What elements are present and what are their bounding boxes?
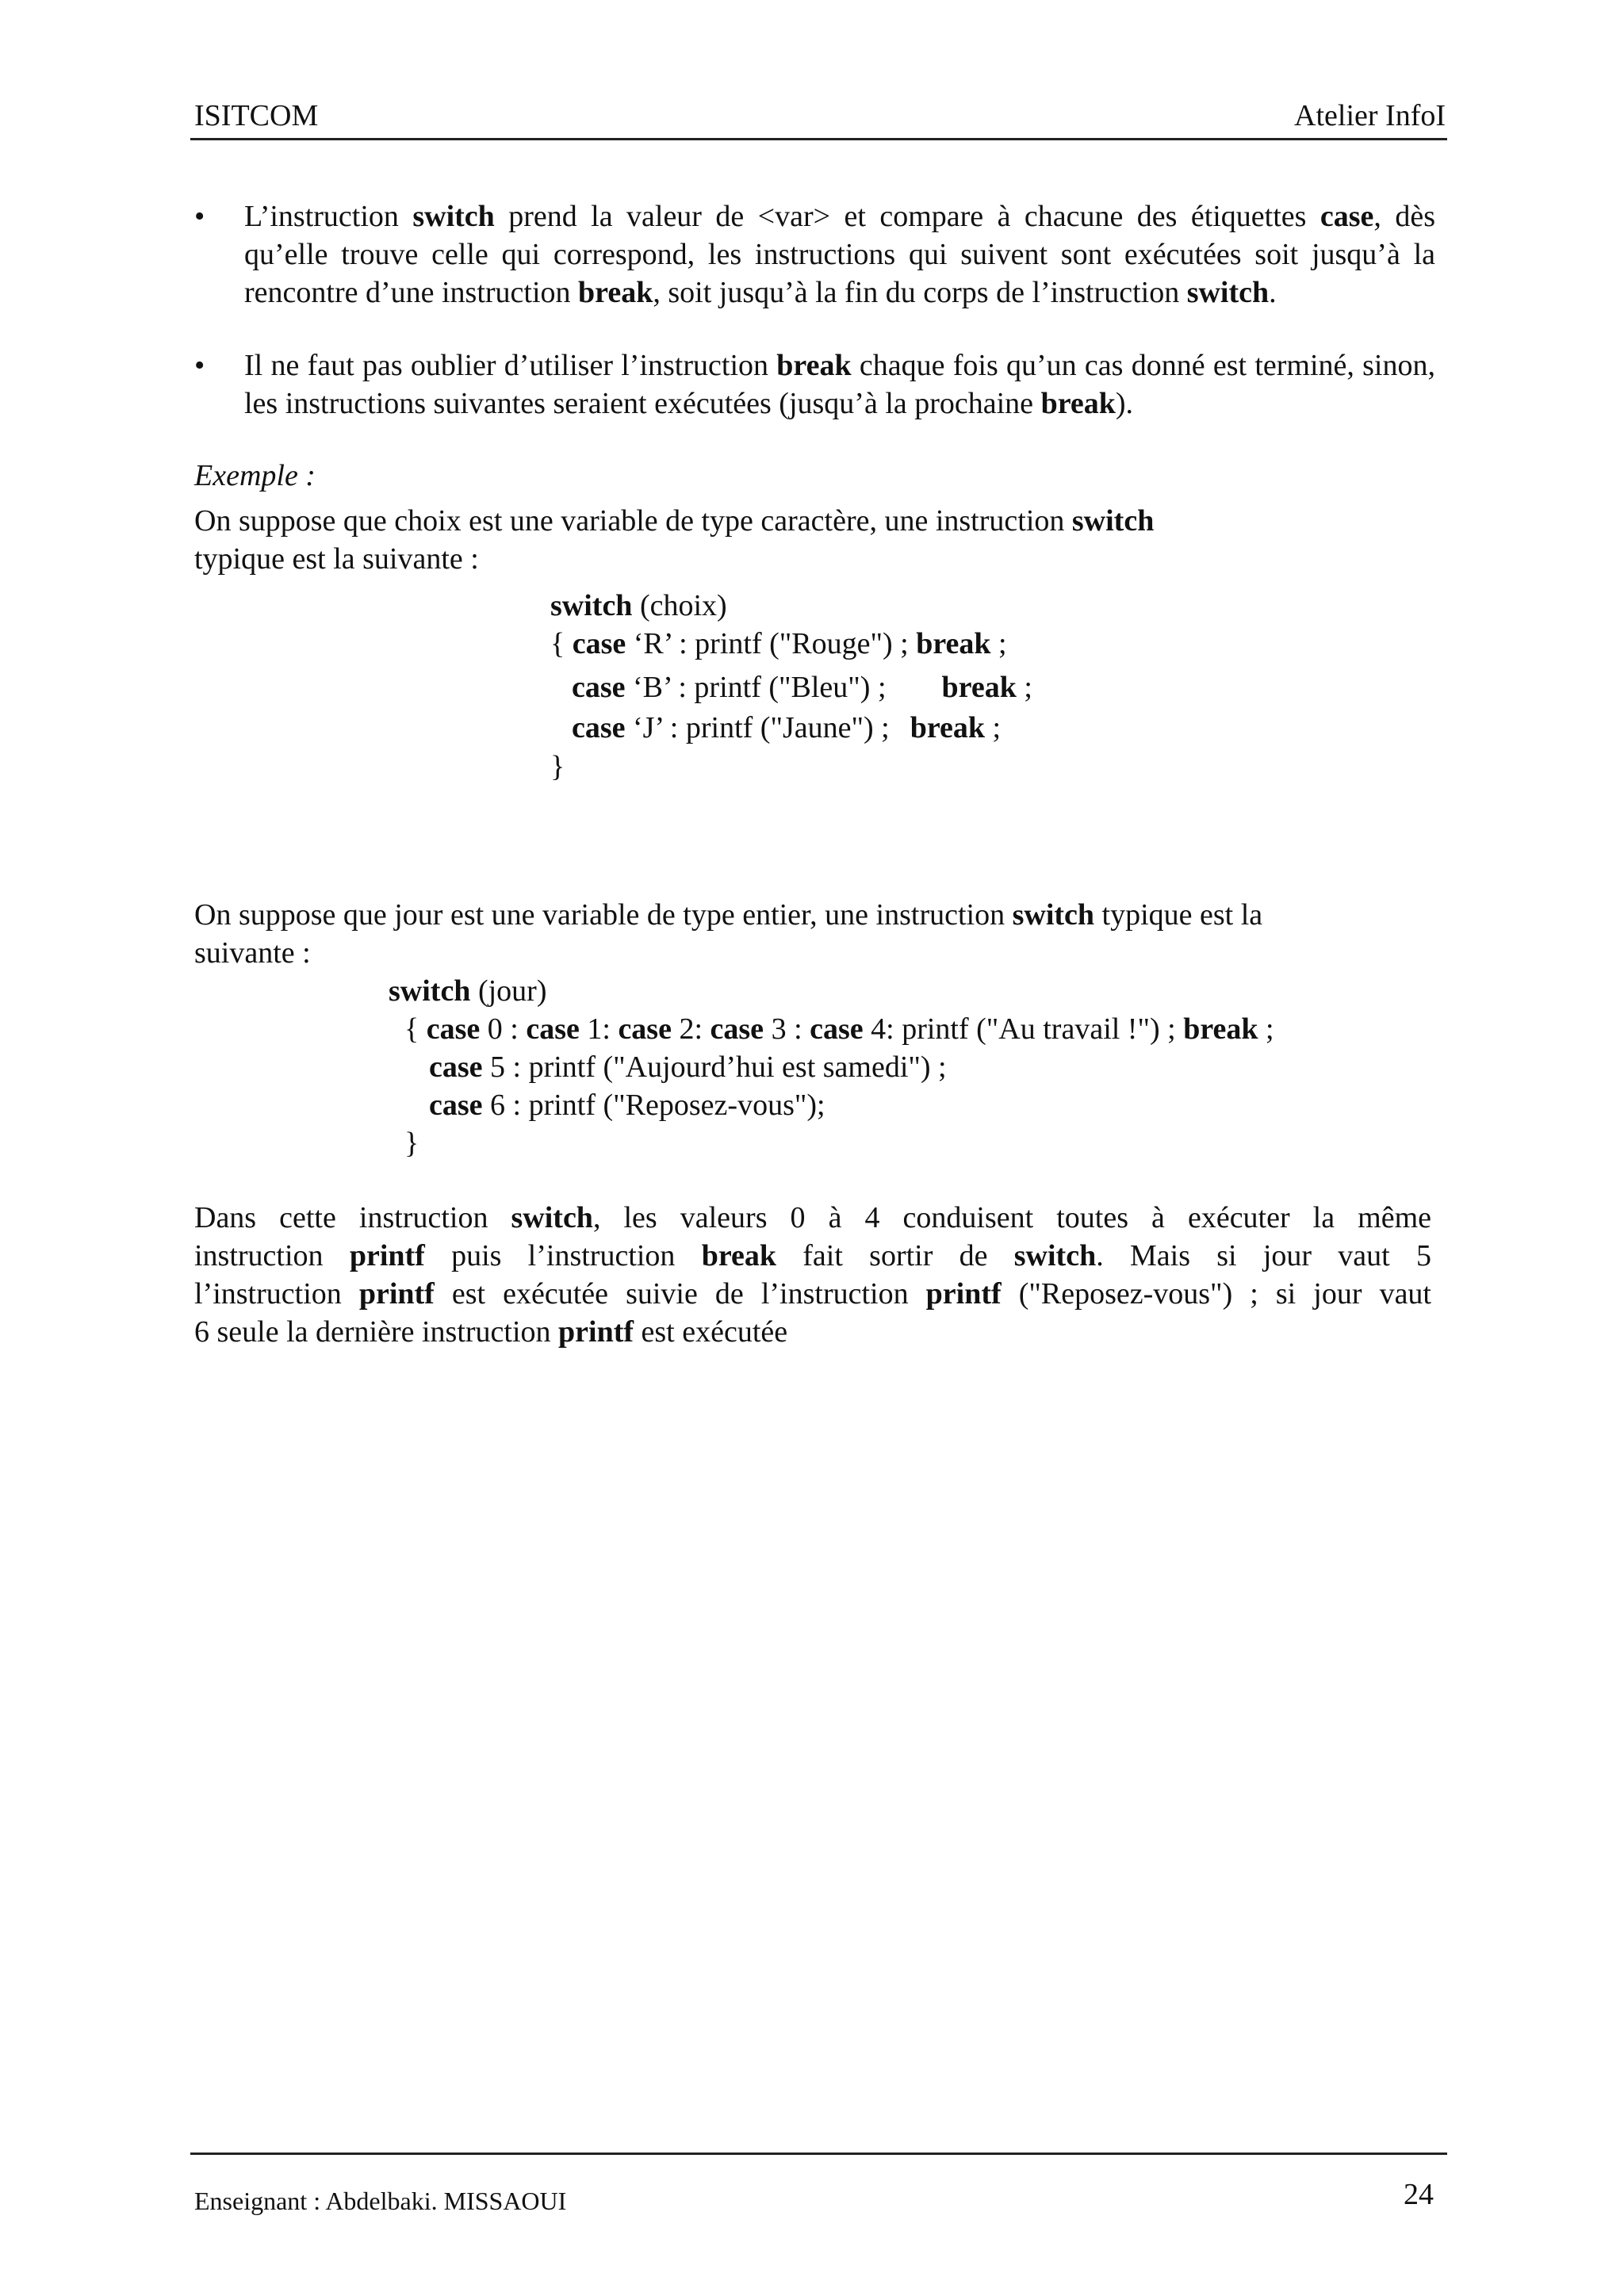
para1-line1: On suppose que choix est une variable de type caractère, une instruction switch: [194, 504, 1155, 538]
code1-line2: { case ‘R’ : printf ("Rouge") ; break ;: [550, 627, 1007, 660]
para3-line3: l’instruction printf est exécutée suivie de l’instruction printf ("Reposez-vous") ; si jour vaut: [194, 1277, 1431, 1311]
bullet-item-2: [194, 346, 1435, 423]
bullet-text-2: Il ne faut pas oublier d’utiliser l’instruction break chaque fois qu’un cas donné est terminé, sinon, les instructions suivantes seraient exécutées (jusqu’à la prochaine break).: [244, 349, 1435, 420]
code1-line1: switch (choix): [550, 589, 727, 622]
bullet-dot: •: [194, 200, 205, 233]
para2-line1: On suppose que jour est une variable de type entier, une instruction switch typique est la: [194, 898, 1263, 932]
code2-line1: switch (jour): [389, 974, 547, 1008]
code1-brace: }: [550, 750, 565, 783]
code2-line3: case 5 : printf ("Aujourd’hui est samedi") ;: [429, 1050, 947, 1084]
example-label: Exemple :: [194, 459, 316, 492]
header-rule: [190, 138, 1447, 140]
para2-line2: suivante :: [194, 936, 311, 970]
footer-rule: [190, 2152, 1447, 2155]
bullet-dot: •: [194, 349, 205, 382]
bullet-item-1: [194, 197, 1435, 312]
header-right: Atelier InfoI: [1294, 99, 1446, 132]
code2-line2: { case 0 : case 1: case 2: case 3 : case 4: printf ("Au travail !") ; break ;: [404, 1012, 1274, 1046]
code2-line4: case 6 : printf ("Reposez-vous");: [429, 1089, 825, 1122]
code2-brace: }: [404, 1127, 419, 1160]
bullet-text-1: L’instruction switch prend la valeur de <var> et compare à chacune des étiquettes case, dès qu’elle trouve celle qui correspond, les instructions qui suivent sont exécutées soit jusqu’à la rencontre d’une instruction break, soit jusqu’à la fin du corps de l’instruction switch.: [244, 200, 1435, 309]
para1-line2: typique est la suivante :: [194, 542, 479, 576]
footer-author: Enseignant : Abdelbaki. MISSAOUI: [194, 2187, 567, 2215]
code1-line3: case ‘B’ : printf ("Bleu") ; break ;: [572, 671, 1032, 704]
code1-line4: case ‘J’ : printf ("Jaune") ; break ;: [572, 711, 1002, 744]
para3-line2: instruction printf puis l’instruction break fait sortir de switch. Mais si jour vaut 5: [194, 1239, 1431, 1272]
page-number: 24: [1404, 2178, 1434, 2211]
para3-line1: Dans cette instruction switch, les valeurs 0 à 4 conduisent toutes à exécuter la même: [194, 1201, 1431, 1234]
para3-line4: 6 seule la dernière instruction printf est exécutée: [194, 1315, 788, 1349]
header-left: ISITCOM: [194, 99, 319, 132]
